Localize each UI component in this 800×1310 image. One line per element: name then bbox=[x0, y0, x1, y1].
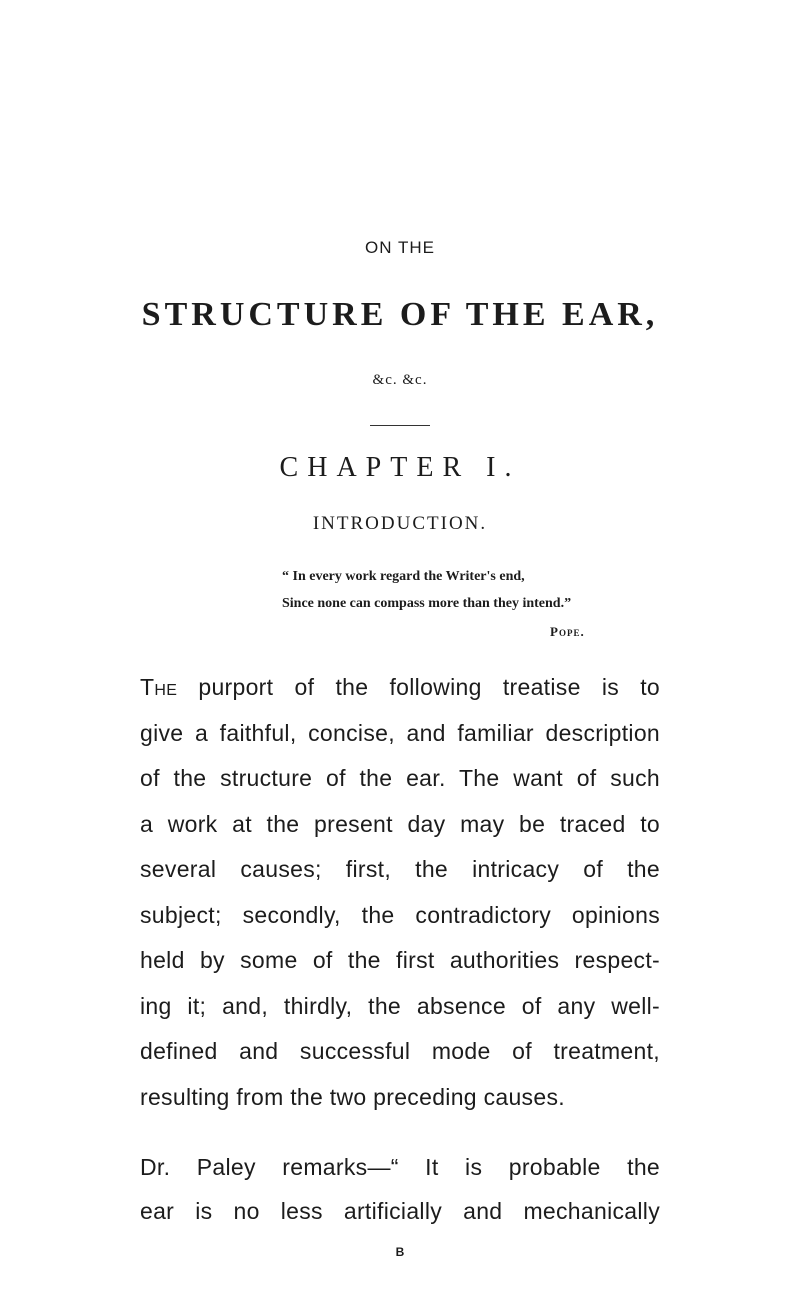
paragraph-line: a work at the present day may be traced to bbox=[140, 811, 660, 837]
paragraph-line: ear is no less artificially and mechanically bbox=[140, 1198, 660, 1224]
epigraph-line-1: “ In every work regard the Writer's end, bbox=[282, 569, 525, 584]
title-etc: &c. &c. bbox=[372, 372, 428, 388]
paragraph-line: defined and successful mode of treatment, bbox=[140, 1038, 660, 1064]
divider-rule bbox=[370, 425, 430, 426]
paragraph-line bbox=[140, 672, 660, 702]
paragraph-line: subject; secondly, the contradictory opinions bbox=[140, 902, 660, 928]
paragraph-line: of the structure of the ear. The want of such bbox=[140, 765, 660, 791]
title-prefix: ON THE bbox=[365, 238, 435, 257]
paragraph-line: held by some of the first authorities respect- bbox=[140, 947, 660, 973]
chapter-heading: CHAPTER I. bbox=[279, 452, 521, 483]
paragraph-line: resulting from the two preceding causes. bbox=[140, 1084, 565, 1110]
paragraph-line: Dr. Paley remarks—“ It is probable the bbox=[140, 1154, 660, 1180]
page-title: STRUCTURE OF THE EAR, bbox=[141, 296, 659, 333]
paragraph-first-word: The bbox=[140, 674, 178, 700]
paragraph-line: give a faithful, concise, and familiar description bbox=[140, 720, 660, 746]
epigraph-line-2: Since none can compass more than they intend.” bbox=[282, 596, 572, 611]
paragraph-line-text: purport of the following treatise is to bbox=[198, 674, 660, 700]
signature-mark: B bbox=[395, 1245, 405, 1259]
chapter-subheading: INTRODUCTION. bbox=[312, 513, 488, 534]
paragraph-line: several causes; first, the intricacy of the bbox=[140, 856, 660, 882]
epigraph-attribution: Pope. bbox=[550, 624, 585, 639]
paragraph-line: ing it; and, thirdly, the absence of any well- bbox=[140, 993, 660, 1019]
